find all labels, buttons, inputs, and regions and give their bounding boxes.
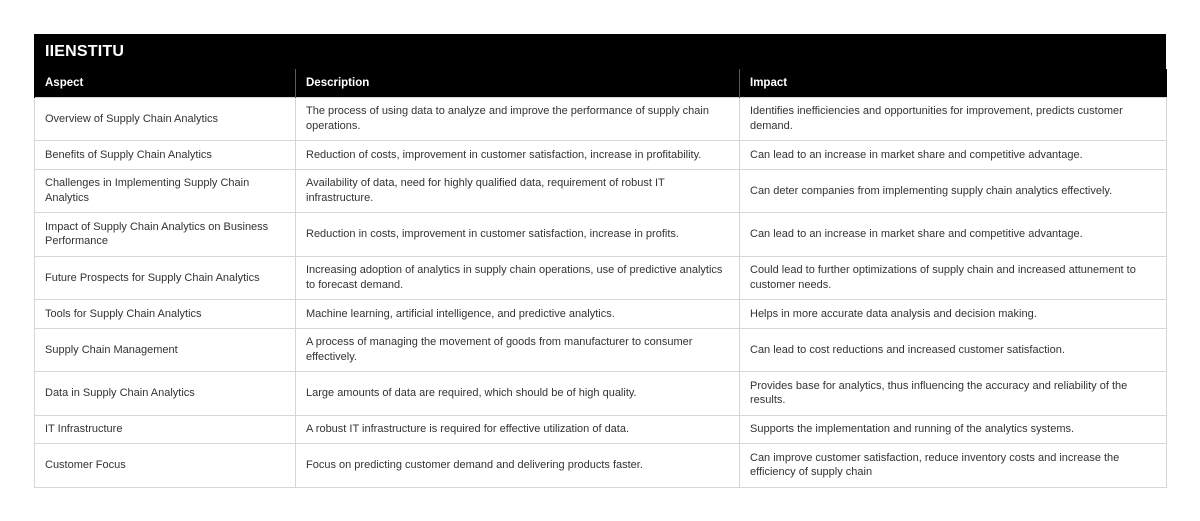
impact-cell: Can improve customer satisfaction, reduce inventory costs and increase the efficiency of supply chain	[740, 444, 1167, 488]
impact-cell: Supports the implementation and running of the analytics systems.	[740, 415, 1167, 444]
table-row	[35, 328, 1167, 372]
table-row	[35, 256, 1167, 300]
aspect-cell: Tools for Supply Chain Analytics	[35, 300, 296, 329]
brand-title: IIENSTITU	[45, 42, 125, 60]
table-row	[35, 415, 1167, 444]
impact-cell: Helps in more accurate data analysis and decision making.	[740, 300, 1167, 329]
aspect-cell: Supply Chain Management	[35, 328, 296, 372]
aspect-cell: IT Infrastructure	[35, 415, 296, 444]
description-cell: The process of using data to analyze and improve the performance of supply chain operations.	[296, 97, 740, 141]
aspect-cell: Benefits of Supply Chain Analytics	[35, 141, 296, 170]
aspect-cell: Challenges in Implementing Supply Chain Analytics	[35, 169, 296, 213]
aspect-cell: Overview of Supply Chain Analytics	[35, 97, 296, 141]
description-cell: Machine learning, artificial intelligence, and predictive analytics.	[296, 300, 740, 329]
aspect-cell: Customer Focus	[35, 444, 296, 488]
description-cell: A robust IT infrastructure is required for effective utilization of data.	[296, 415, 740, 444]
description-cell: Reduction in costs, improvement in customer satisfaction, increase in profits.	[296, 213, 740, 257]
aspect-cell: Future Prospects for Supply Chain Analytics	[35, 256, 296, 300]
header-aspect: Aspect	[35, 69, 296, 97]
description-cell: Focus on predicting customer demand and delivering products faster.	[296, 444, 740, 488]
description-cell: Availability of data, need for highly qualified data, requirement of robust IT infrastructure.	[296, 169, 740, 213]
brand-header	[34, 34, 1166, 69]
impact-cell: Can deter companies from implementing supply chain analytics effectively.	[740, 169, 1167, 213]
aspect-cell: Impact of Supply Chain Analytics on Business Performance	[35, 213, 296, 257]
description-cell: Increasing adoption of analytics in supply chain operations, use of predictive analytics to forecast demand.	[296, 256, 740, 300]
header-impact: Impact	[740, 69, 1167, 97]
impact-cell: Could lead to further optimizations of supply chain and increased attunement to customer needs.	[740, 256, 1167, 300]
impact-cell: Can lead to an increase in market share and competitive advantage.	[740, 141, 1167, 170]
description-cell: A process of managing the movement of goods from manufacturer to consumer effectively.	[296, 328, 740, 372]
table-row	[35, 169, 1167, 213]
impact-cell: Identifies inefficiencies and opportunities for improvement, predicts customer demand.	[740, 97, 1167, 141]
table-container	[34, 34, 1166, 488]
table-header-row	[35, 69, 1167, 97]
table-row	[35, 444, 1167, 488]
description-cell: Reduction of costs, improvement in customer satisfaction, increase in profitability.	[296, 141, 740, 170]
impact-cell: Can lead to cost reductions and increased customer satisfaction.	[740, 328, 1167, 372]
table-row	[35, 97, 1167, 141]
supply-chain-table	[34, 69, 1167, 488]
table-row	[35, 141, 1167, 170]
table-row	[35, 213, 1167, 257]
header-description: Description	[296, 69, 740, 97]
table-row	[35, 372, 1167, 416]
table-row	[35, 300, 1167, 329]
impact-cell: Can lead to an increase in market share and competitive advantage.	[740, 213, 1167, 257]
aspect-cell: Data in Supply Chain Analytics	[35, 372, 296, 416]
description-cell: Large amounts of data are required, which should be of high quality.	[296, 372, 740, 416]
impact-cell: Provides base for analytics, thus influencing the accuracy and reliability of the results.	[740, 372, 1167, 416]
